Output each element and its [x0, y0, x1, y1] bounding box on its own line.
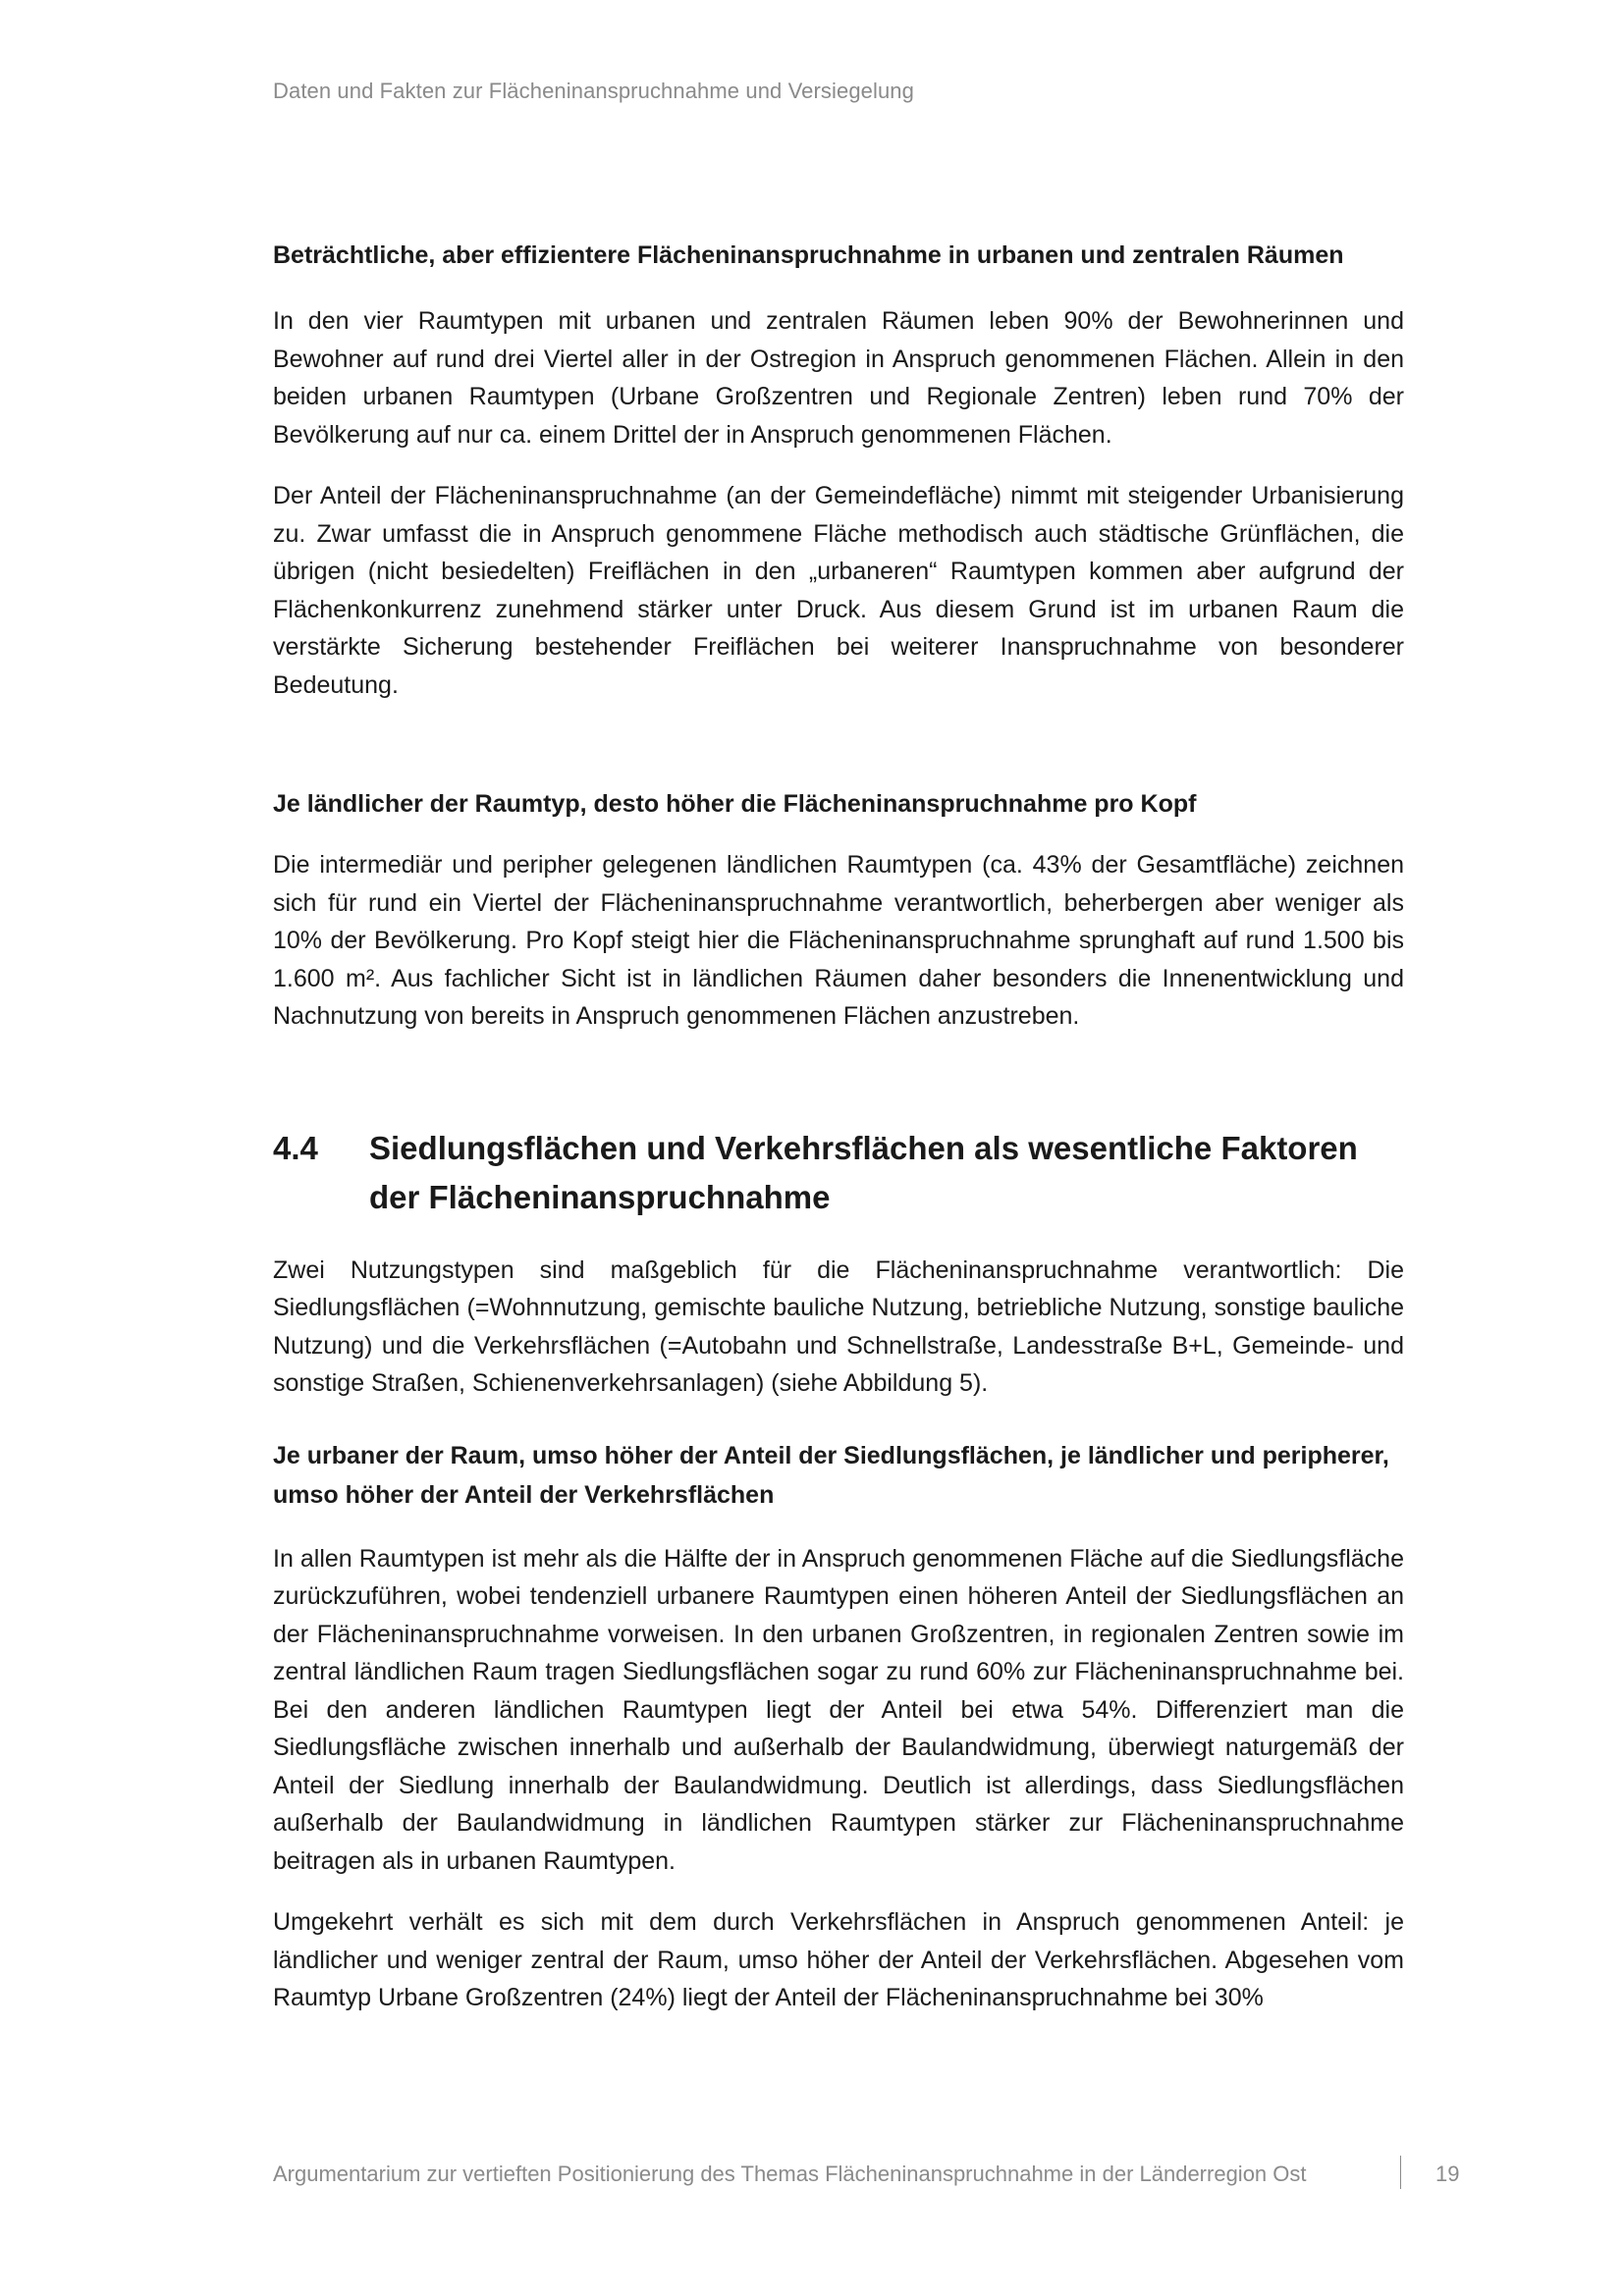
footer-divider	[1400, 2156, 1401, 2189]
section-number: 4.4	[273, 1129, 318, 1166]
subheading-urban-central: Beträchtliche, aber effizientere Flächeninanspruchnahme in urbanen und zentralen Räumen	[273, 241, 1344, 269]
page-content	[273, 236, 1404, 2017]
section-title: Siedlungsflächen und Verkehrsflächen als wesentliche Faktoren der Flächeninanspruchnahme	[369, 1129, 1358, 1215]
subheading-rural-per-capita: Je ländlicher der Raumtyp, desto höher die Flächeninanspruchnahme pro Kopf	[273, 790, 1197, 818]
footer-document-title: Argumentarium zur vertieften Positionierung des Themas Flächeninanspruchnahme in der Länderregion Ost	[273, 2162, 1307, 2186]
paragraph-traffic-share: Umgekehrt verhält es sich mit dem durch Verkehrsflächen in Anspruch genommenen Anteil: je ländlicher und weniger zentral der Raum, umso höher der Anteil der Verkehrsflächen. Abgesehen vom Raumtyp Urbane Großzentren (24%) liegt der Anteil der Flächeninanspruchnahme bei 30%	[273, 1908, 1404, 2011]
page-number: 19	[1435, 2162, 1460, 2186]
paragraph-urban-population: In den vier Raumtypen mit urbanen und zentralen Räumen leben 90% der Bewohnerinnen und Bewohner auf rund drei Viertel aller in der Ostregion in Anspruch genommenen Flächen. Allein in den beiden urbanen Raumtypen (Urbane Großzentren und Regionale Zentren) leben rund 70% der Bevölkerung auf nur ca. einem Drittel der in Anspruch genommenen Flächen.	[273, 307, 1404, 449]
paragraph-usage-types: Zwei Nutzungstypen sind maßgeblich für die Flächeninanspruchnahme verantwortlich: Die Siedlungsflächen (=Wohnnutzung, gemischte bauliche Nutzung, betriebliche Nutzung, sonstige bauliche Nutzung) und die Verkehrsflächen (=Autobahn und Schnellstraße, Landesstraße B+L, Gemeinde- und sonstige Straßen, Schienenverkehrsanlagen) (siehe Abbildung 5).	[273, 1255, 1404, 1397]
subheading-settlement-traffic-share: Je urbaner der Raum, umso höher der Anteil der Siedlungsflächen, je ländlicher und peripherer, umso höher der Anteil der Verkehrsflächen	[273, 1441, 1389, 1509]
paragraph-urbanisation-share: Der Anteil der Flächeninanspruchnahme (an der Gemeindefläche) nimmt mit steigender Urbanisierung zu. Zwar umfasst die in Anspruch genommene Fläche methodisch auch städtische Grünflächen, die übrigen (nicht besiedelten) Freiflächen in den „urbaneren“ Raumtypen kommen aber aufgrund der Flächenkonkurrenz zunehmend stärker unter Druck. Aus diesem Grund ist im urbanen Raum die verstärkte Sicherung bestehender Freiflächen bei weiterer Inanspruchnahme von besonderer Bedeutung.	[273, 482, 1404, 699]
paragraph-rural-types: Die intermediär und peripher gelegenen ländlichen Raumtypen (ca. 43% der Gesamtfläche) zeichnen sich für rund ein Viertel der Flächeninanspruchnahme verantwortlich, beherbergen aber weniger als 10% der Bevölkerung. Pro Kopf steigt hier die Flächeninanspruchnahme sprunghaft auf rund 1.500 bis 1.600 m². Aus fachlicher Sicht ist in ländlichen Räumen daher besonders die Innenentwicklung und Nachnutzung von bereits in Anspruch genommenen Flächen anzustreben.	[273, 851, 1404, 1030]
section-heading	[273, 1124, 1404, 1222]
paragraph-settlement-share: In allen Raumtypen ist mehr als die Hälfte der in Anspruch genommenen Fläche auf die Siedlungsfläche zurückzuführen, wobei tendenziell urbanere Raumtypen einen höheren Anteil der Siedlungsflächen an der Flächeninanspruchnahme vorweisen. In den urbanen Großzentren, in regionalen Zentren sowie im zentral ländlichen Raum tragen Siedlungsflächen sogar zu rund 60% zur Flächeninanspruchnahme bei. Bei den anderen ländlichen Raumtypen liegt der Anteil bei etwa 54%. Differenziert man die Siedlungsfläche zwischen innerhalb und außerhalb der Baulandwidmung, überwiegt naturgemäß der Anteil der Siedlung innerhalb der Baulandwidmung. Deutlich ist allerdings, dass Siedlungsflächen außerhalb der Baulandwidmung in ländlichen Raumtypen stärker zur Flächeninanspruchnahme beitragen als in urbanen Raumtypen.	[273, 1544, 1404, 1875]
running-header: Daten und Fakten zur Flächeninanspruchnahme und Versiegelung	[273, 79, 914, 103]
